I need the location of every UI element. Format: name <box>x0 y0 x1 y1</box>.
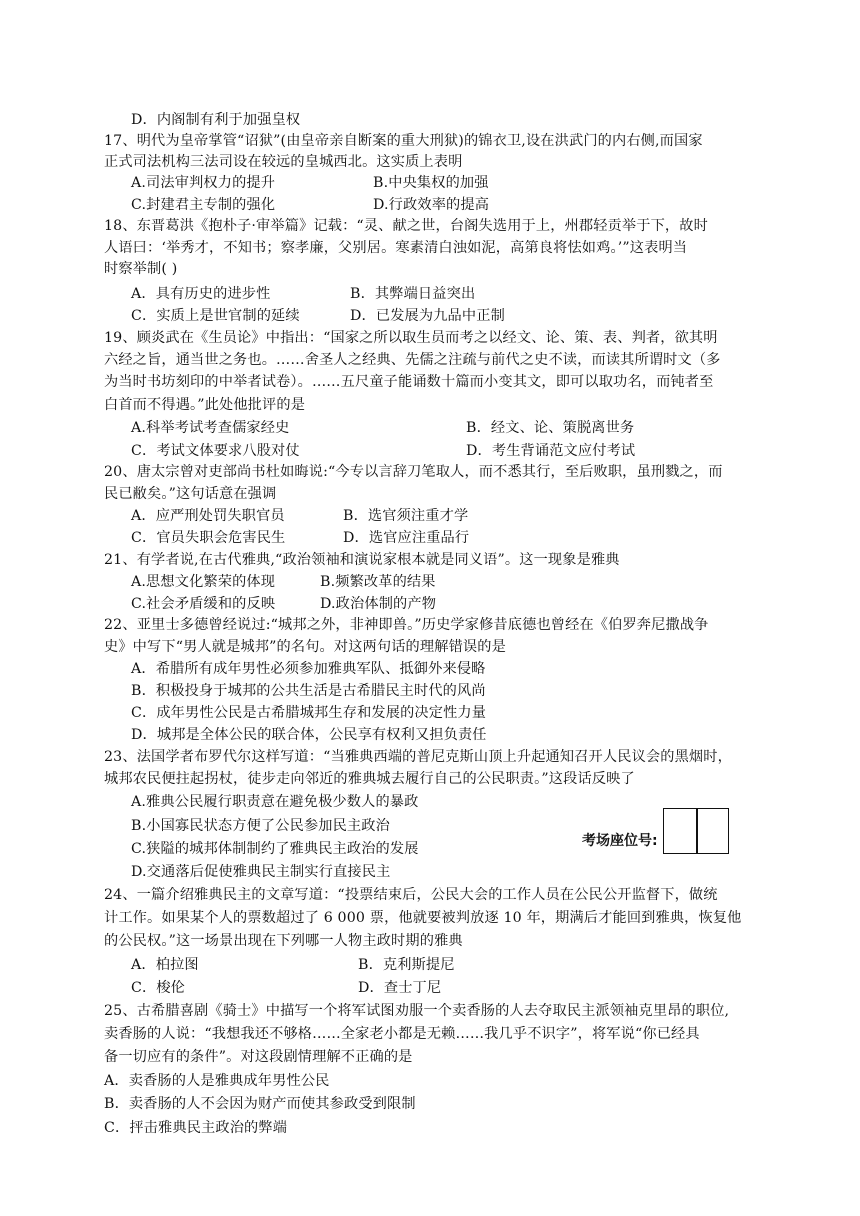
question-24-stem: 24、一篇介绍雅典民主的文章写道：“投票结束后，公民大会的工作人员在公民公开监督下，做统 <box>104 887 718 903</box>
question-20-stem-cont: 民已敝矣。”这句话意在强调 <box>104 486 277 502</box>
question-17-option-b: B.中央集权的加强 <box>373 175 489 191</box>
question-24-stem-cont: 的公民权。”这一场景出现在下列哪一人物主政时期的雅典 <box>104 933 463 949</box>
option-line: D．内阁制有利于加强皇权 <box>131 112 301 128</box>
question-18-stem-cont: 人语曰：‘举秀才，不知书；察孝廉，父别居。寒素清白浊如泥，高第良将怯如鸡。’”这表明当 <box>104 240 688 256</box>
question-19-option-c: C．考试文体要求八股对仗 <box>131 443 300 459</box>
question-18-stem-cont: 时察举制( ) <box>104 261 178 277</box>
question-23-option-a: A.雅典公民履行职责意在避免极少数人的暴政 <box>131 794 419 810</box>
question-21-option-d: D.政治体制的产物 <box>320 596 437 612</box>
question-19-stem-cont: 白首而不得遇。”此处他批评的是 <box>104 397 306 413</box>
question-24-stem-cont: 计工作。如果某个人的票数超过了 6 000 票，他就要被判放逐 10 年，期满后才能回到雅典，恢复他 <box>104 910 742 926</box>
seat-box-divider <box>696 809 698 853</box>
question-18-option-d: D．已发展为九品中正制 <box>350 308 505 324</box>
question-23-option-b: B.小国寡民状态方便了公民参加民主政治 <box>131 818 390 834</box>
question-25-stem-cont: 备一切应有的条件”。对这段剧情理解不正确的是 <box>104 1049 413 1065</box>
question-18-option-a: A．具有历史的进步性 <box>131 286 271 302</box>
question-22-option-d: D．城邦是全体公民的联合体，公民享有权利又担负责任 <box>131 727 487 743</box>
question-20-stem: 20、唐太宗曾对吏部尚书杜如晦说:“今专以言辞刀笔取人，而不悉其行，至后败职，虽刑戮之，而 <box>104 464 723 480</box>
question-22-option-c: C．成年男性公民是古希腊城邦生存和发展的决定性力量 <box>131 705 487 721</box>
question-18-option-c: C．实质上是世官制的延续 <box>131 308 300 324</box>
question-25-option-b: B．卖香肠的人不会因为财产而使其参政受到限制 <box>104 1096 416 1112</box>
question-17-option-c: C.封建君主专制的强化 <box>131 197 276 213</box>
question-24-option-d: D．查士丁尼 <box>358 980 442 996</box>
question-19-option-d: D．考生背诵范文应付考试 <box>466 443 636 459</box>
question-19-option-b: B．经文、论、策脱离世务 <box>466 420 635 436</box>
question-24-option-c: C．梭伦 <box>131 980 186 996</box>
question-21-option-a: A.思想文化繁荣的体现 <box>131 574 276 590</box>
question-22-option-b: B．积极投身于城邦的公共生活是古希腊民主时代的风尚 <box>131 683 486 699</box>
question-25-option-c: C．抨击雅典民主政治的弊端 <box>104 1120 288 1136</box>
question-19-stem: 19、顾炎武在《生员论》中指出：“国家之所以取生员而考之以经文、论、策、表、判者，欲其明 <box>104 330 718 346</box>
question-23-stem-cont: 城邦农民便拄起拐杖，徒步走向邻近的雅典城去履行自己的公民职责。”这段话反映了 <box>104 771 635 787</box>
question-20-option-a: A．应严刑处罚失职官员 <box>131 508 285 524</box>
question-18-option-b: B．其弊端日益突出 <box>350 286 476 302</box>
question-23-option-c: C.狭隘的城邦体制制约了雅典民主政治的发展 <box>131 841 419 857</box>
question-23-stem: 23、法国学者布罗代尔这样写道：“当雅典西端的普尼克斯山顶上升起通知召开人民议会的黑烟时， <box>104 749 732 765</box>
question-20-option-d: D．选官应注重品行 <box>343 530 470 546</box>
question-19-stem-cont: 为当时书坊刻印的中举者试卷）。……五尺童子能诵数十篇而小变其文，即可以取功名，而钝者至 <box>104 374 714 390</box>
question-19-stem-cont: 六经之旨，通当世之务也。……舍圣人之经典、先儒之注疏与前代之史不读，而读其所谓时文（多 <box>104 352 721 368</box>
seat-number-box[interactable] <box>663 808 729 854</box>
question-23-option-d: D.交通落后促使雅典民主制实行直接民主 <box>131 864 391 880</box>
question-18-stem: 18、东晋葛洪《抱朴子·审举篇》记载：“灵、献之世，台阁失选用于上，州郡轻贡举于下，故时 <box>104 218 708 234</box>
question-25-stem: 25、古希腊喜剧《骑士》中描写一个将军试图劝服一个卖香肠的人去夺取民主派领袖克里昂的职位, <box>104 1003 730 1019</box>
seat-number-label: 考场座位号: <box>582 833 658 849</box>
question-21-option-c: C.社会矛盾缓和的反映 <box>131 596 276 612</box>
question-20-option-c: C．官员失职会危害民生 <box>131 530 286 546</box>
question-25-stem-cont: 卖香肠的人说：“我想我还不够格……全家老小都是无赖……我几乎不识字”，将军说“你已经具 <box>104 1026 700 1042</box>
question-20-option-b: B．选官须注重才学 <box>343 508 469 524</box>
question-17-option-a: A.司法审判权力的提升 <box>131 175 276 191</box>
question-22-option-a: A．希腊所有成年男性必须参加雅典军队、抵御外来侵略 <box>131 661 486 677</box>
question-21-stem: 21、有学者说,在古代雅典,“政治领袖和演说家根本就是同义语”。这一现象是雅典 <box>104 552 620 568</box>
question-21-option-b: B.频繁改革的结果 <box>320 574 436 590</box>
question-25-option-a: A．卖香肠的人是雅典成年男性公民 <box>104 1073 330 1089</box>
question-24-option-a: A．柏拉图 <box>131 957 199 973</box>
question-17-option-d: D.行政效率的提高 <box>373 197 490 213</box>
question-22-stem: 22、亚里士多德曾经说过:“城邦之外，非神即兽。”历史学家修昔底德也曾经在《伯罗奔尼撒战争 <box>104 617 709 633</box>
question-22-stem-cont: 史》中写下“男人就是城邦”的名句。对这两句话的理解错误的是 <box>104 639 506 655</box>
question-19-option-a: A.科举考试考查儒家经史 <box>131 420 290 436</box>
question-17-stem-cont: 正式司法机构三法司设在较远的皇城西北。这实质上表明 <box>104 154 463 170</box>
question-17-stem: 17、明代为皇帝掌管“诏狱”(由皇帝亲自断案的重大刑狱)的锦衣卫,设在洪武门的内右侧,而国家 <box>104 133 703 149</box>
question-24-option-b: B．克利斯提尼 <box>358 957 455 973</box>
